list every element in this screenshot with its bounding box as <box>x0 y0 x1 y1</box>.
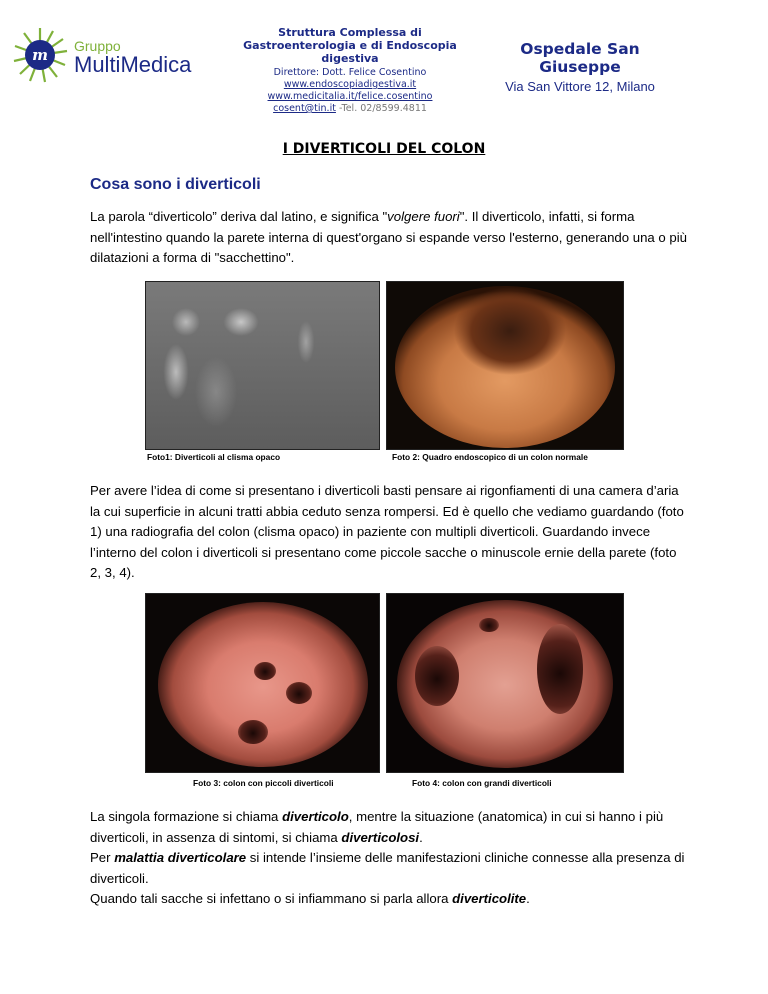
hospital-name: Ospedale San Giuseppe <box>520 40 640 76</box>
hospital-block <box>480 40 680 94</box>
photo-normal-colon <box>386 281 624 450</box>
intro-paragraph: La parola “diverticolo” deriva dal latino, e significa "volgere fuori". Il diverticolo, infatti, si forma nell'intestino quando la parete interna di quest'organo si espande verso l'esterno, generando una o più dilatazioni a forma di "sacchettino". <box>90 209 688 265</box>
svg-text:Gruppo: Gruppo <box>74 38 121 54</box>
section-heading: Cosa sono i diverticoli <box>90 176 261 193</box>
photo-large-diverticula <box>386 593 624 773</box>
phone-number: -Tel. 02/8599.4811 <box>335 103 427 114</box>
photo-barium-enema <box>145 281 380 450</box>
unit-title: Struttura Complessa di Gastroenterologia e di Endoscopia digestiva <box>243 26 457 65</box>
caption-photo-4: Foto 4: colon con grandi diverticoli <box>412 778 552 788</box>
description-paragraph: Per avere l’idea di come si presentano i diverticoli basti pensare ai rigonfiamenti di una camera d’aria la cui superficie in alcuni tratti abbia ceduto senza rompersi. Ed è quello che vediamo guardando (foto 1) una radiografia del colon (clisma opaco) in paziente con multipli diverticoli. Guardando invece l’interno del colon i diverticoli si presentano come piccole sacche o minuscole ernie della parete (foto 2, 3, 4). <box>90 483 684 580</box>
svg-text:m: m <box>32 46 48 64</box>
multimedica-logo <box>12 26 202 84</box>
director-line: Direttore: Dott. Felice Cosentino <box>273 67 427 78</box>
website-link[interactable]: www.endoscopiadigestiva.it <box>283 79 417 90</box>
caption-photo-2: Foto 2: Quadro endoscopico di un colon normale <box>392 452 588 462</box>
caption-photo-3: Foto 3: colon con piccoli diverticoli <box>193 778 334 788</box>
document-title: I DIVERTICOLI DEL COLON <box>282 141 486 157</box>
unit-header <box>230 26 470 115</box>
medicitalia-link[interactable]: www.medicitalia.it/felice.cosentino <box>267 91 433 102</box>
definitions-paragraph: La singola formazione si chiama diverticolo, mentre la situazione (anatomica) in cui si hanno i più diverticoli, in assenza di sintomi, si chiama diverticolosi. Per malattia diverticolare si intende l’insieme delle manifestazioni cliniche connesse alla presenza di diverticoli. Quando tali sacche si infettano o si infiammano si parla allora diverticolite. <box>90 809 685 906</box>
email-link[interactable]: cosent@tin.it <box>273 103 336 114</box>
caption-photo-1: Foto1: Diverticoli al clisma opaco <box>147 452 281 462</box>
multimedica-logo-mark <box>12 26 202 84</box>
contact-line <box>230 103 470 115</box>
svg-text:MultiMedica: MultiMedica <box>74 52 192 77</box>
hospital-address: Via San Vittore 12, Milano <box>505 79 655 94</box>
photo-small-diverticula <box>145 593 380 773</box>
